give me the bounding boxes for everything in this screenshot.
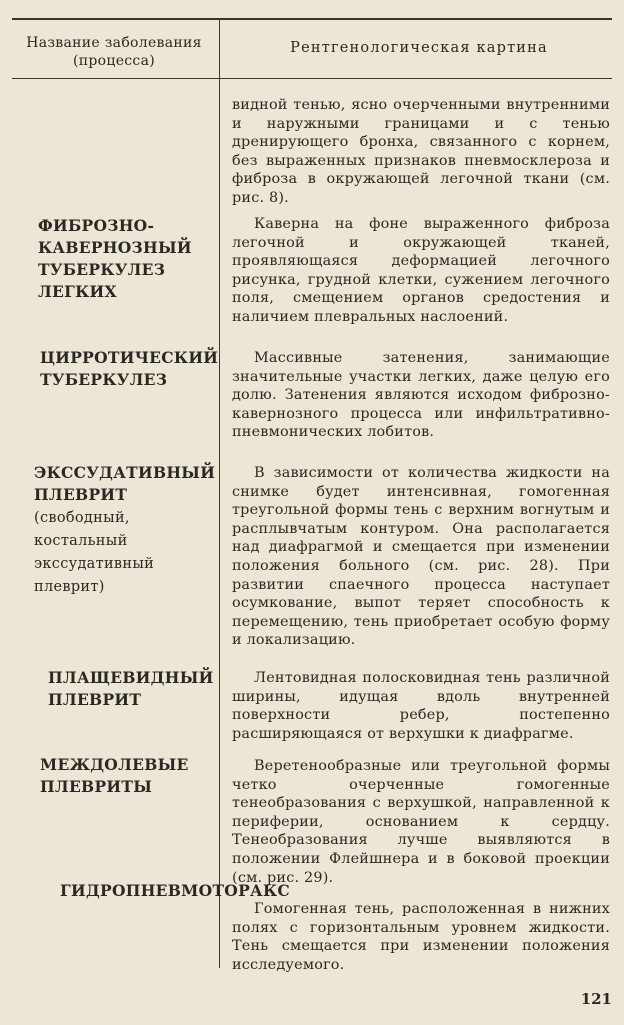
table-top-rule — [12, 18, 612, 20]
disease-name — [38, 215, 214, 303]
disease-title: ФИБРОЗНО-КАВЕРНОЗНЫЙ ТУБЕРКУЛЕЗ ЛЕГКИХ — [38, 216, 192, 301]
header-bottom-rule — [12, 78, 612, 79]
disease-title: МЕЖДОЛЕВЫЕ ПЛЕВРИТЫ — [40, 755, 189, 796]
column-divider — [219, 18, 220, 968]
column-header-disease: Название заболевания (процесса) — [26, 35, 202, 69]
page-number: 121 — [580, 990, 612, 1008]
column-header-xray-picture: Рентгенологическая картина — [290, 40, 548, 56]
disease-description: Гомогенная тень, расположенная в нижних полях с горизонтальным уровнем жидкости. Тень смещается при изменении положения исследуемого. — [232, 901, 610, 973]
disease-description: Лентовидная полосковидная тень различной ширины, идущая вдоль внутренней поверхности ребер, постепенно расширяющаяся от верхушки к диафрагме. — [232, 670, 610, 742]
disease-name — [34, 462, 214, 598]
disease-description: Каверна на фоне выраженного фиброза легочной и окружающей тканей, проявляющаяся деформацией легочного рисунка, грудной клетки, сужением легочного поля, смещением органов средостения и наличием плевральных наслоений. — [232, 216, 610, 325]
disease-description: Веретенообразные или треугольной формы четко очерченные гомогенные тенеобразования с верхушкой, направленной к периферии, основанием к сердцу. Тенеобразования лучше выявляются в положении Флейшнера и в боковой проекции (см. рис. 29). — [232, 758, 610, 886]
description-continuation: видной тенью, ясно очерченными внутренними и наружными границами и с тенью дренирующего бронха, связанного с корнем, без выраженных признаков пневмосклероза и фиброза в окружающей легочной ткани (см. рис. 8). — [232, 97, 610, 206]
disease-title: ЭКССУДАТИВНЫЙ ПЛЕВРИТ — [34, 463, 216, 504]
disease-title: ПЛАЩЕВИДНЫЙ ПЛЕВРИТ — [48, 668, 214, 709]
disease-name — [60, 880, 290, 902]
disease-subtitle: (свободный, костальный экссудативный плеврит) — [34, 510, 155, 595]
disease-description: В зависимости от количества жидкости на снимке будет интенсивная, гомогенная треугольной формы тень с верхним вогнутым и расплывчатым контуром. Она располагается над диафрагмой и смещается при изменении положения больного (см. рис. 28). При развитии спаечного процесса наступает осумкование, выпот теряет способность к перемещению, тень приобретает особую форму и локализацию. — [232, 465, 610, 649]
disease-name — [40, 347, 219, 391]
disease-description: Массивные затенения, занимающие значительные участки легких, даже целую его долю. Затенения являются исходом фиброзно-кавернозного процесса или инфильтративно-пневмонических лобитов. — [232, 350, 610, 441]
disease-name — [40, 754, 200, 798]
disease-title: ГИДРОПНЕВМОТОРАКС — [60, 881, 290, 900]
disease-name — [48, 667, 214, 711]
disease-title: ЦИРРОТИЧЕСКИЙ ТУБЕРКУЛЕЗ — [40, 348, 219, 389]
